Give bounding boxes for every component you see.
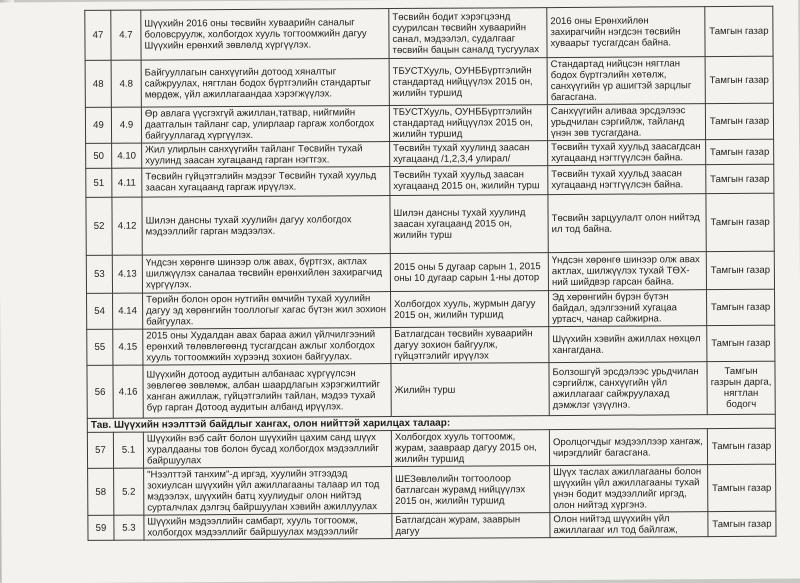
activity-code: 4.9 <box>111 107 141 143</box>
responsible-org: Тамгын газар <box>706 164 774 193</box>
indicator-text: Төсвийн тухай хуулинд заасан хугацаанд /1,2,3,4 улирал/ <box>390 141 548 167</box>
responsible-org: Тамгын газар <box>705 6 773 56</box>
row-number: 55 <box>87 329 113 365</box>
result-text: Оролцогчдыг мэдээллээр хангаж, чирэгдлийг багасгана. <box>549 429 707 466</box>
result-text: Төсвийн зарцуулалт олон нийтэд ил тод байна. <box>548 194 706 253</box>
table-row <box>87 325 775 365</box>
result-text: Шүүх таслах ажиллагааны болон шүүхийн үйл ажиллагааны тухай үнэн бодит мэдээллийг иргэд, олон нийтэд хүргэнэ. <box>550 465 708 513</box>
activity-text: Шүүхийн вэб сайт болон шүүхийн цахим санд шүүх хуралдааны тов болон бусад холбогдох мэдээллийг байршуулах <box>143 431 391 469</box>
row-number: 49 <box>85 107 111 143</box>
activity-text: 2015 оны Худалдан авах бараа ажил үйлчилгээний ерөнхий төлөвлөгөөнд тусгагдсан ажлыг холбогдох хууль тогтоомжийн хүрээнд зохион байгуулах. <box>143 328 391 366</box>
row-number: 54 <box>87 293 113 329</box>
activity-code: 4.8 <box>111 60 141 107</box>
responsible-org: Тамгын газар <box>705 103 773 139</box>
responsible-org: Тамгын газар <box>707 428 775 464</box>
result-text: Болзошгүй эрсдэлээс урьдчилан сэргийлж, санхүүгийн үйл ажиллагааг сайжруулахад дэмжлэг үзүүлнэ. <box>549 362 707 416</box>
result-text: Эд хөрөнгийн бүрэн бүтэн байдал, эдэлгээний хугацаа уртасч, чанар сайжирна. <box>549 290 707 327</box>
table-body-transparency <box>87 428 776 540</box>
activity-text: Төсвийн гүйцэтгэлийн мэдээг Төсвийн тухай хуульд заасан хугацаанд гаргаж ирүүлэх. <box>142 167 390 198</box>
responsible-org: Тамгын газар <box>705 56 773 103</box>
activity-text: Төрийн болон орон нутгийн өмчийн тухай хуулийн дагуу эд хөрөнгийн тооллогыг хагас бүтэн жил зохион байгуулах. <box>143 292 391 330</box>
activity-text: Үндсэн хөрөнгө шинээр олж авах, бүртгэх, актлах шилжүүлэх саналаа төсвийн ерөнхийлөн захирагчид хүргүүлэх. <box>142 254 390 294</box>
table-row <box>85 6 773 60</box>
row-number: 57 <box>87 432 113 468</box>
row-number: 51 <box>86 168 112 197</box>
table-body-finance <box>85 6 775 418</box>
row-number: 53 <box>86 255 112 293</box>
indicator-text: 2015 оны 5 дугаар сарын 1, 2015 оны 10 дугаар сарын 1-ны дотор <box>390 253 548 292</box>
activity-code: 4.14 <box>113 293 143 329</box>
responsible-org: Тамгын газар <box>707 289 775 325</box>
activity-text: Өр авлага үүсгэхгүй ажиллан,татвар, нийгмийн даатгалын тайланг сар, улирлаар гаргаж холбогдох байгууллагад хүргүүлэх. <box>141 106 389 144</box>
indicator-text: Жилийн турш <box>391 363 549 417</box>
row-number: 48 <box>85 60 111 107</box>
indicator-text: Төсвийн тухай хуульд заасан хугацаанд 2015 он, жилийн турш <box>390 166 548 196</box>
indicator-text: ТБУСТХууль, ОУНББүртгэлийн стандартад нийцүүлэх 2015 он, жилийн туршид <box>389 58 547 106</box>
activity-code: 4.7 <box>111 10 141 60</box>
table-row <box>88 464 776 515</box>
table-row <box>88 511 776 540</box>
activity-code: 4.11 <box>112 168 142 197</box>
activity-code: 4.16 <box>113 365 143 418</box>
indicator-text: Төсвийн бодит хэрэгцээнд суурилсан төсвийн хуваарийн санал, мэдээлэл, судалгааг төсвийн бацын саналд тусгуулах <box>389 8 547 59</box>
responsible-org: Тамгын газар <box>708 511 776 536</box>
responsible-org: Тамгын газар <box>707 325 775 361</box>
responsible-org: Тамгын газар <box>708 464 776 511</box>
indicator-text: Шилэн дансны тухай хуулинд заасан хугацаанд 2015 он, жилийн турш <box>390 195 548 254</box>
result-text: Шүүхийн хэвийн ажиллах нөхцөл хангагдана. <box>549 326 707 363</box>
indicator-text: Холбогдох хууль, журмын дагуу 2015 он, жилийн туршид <box>391 291 549 328</box>
activity-text: Шүүхийн мэдээллийн самбарт, хууль тогтоомж, холбогдох мэдээллийг байршуулах мэдээллийг <box>144 514 392 541</box>
activity-code: 5.2 <box>114 468 144 515</box>
section-title: Тав. Шүүхийн нээлттэй байдлыг хангах, олон нийттэй харилцах талаар: <box>87 414 775 432</box>
activity-code: 4.12 <box>112 197 142 255</box>
row-number: 56 <box>87 365 113 418</box>
action-plan-table <box>84 6 776 541</box>
row-number: 47 <box>85 10 111 60</box>
table-row <box>87 289 775 329</box>
activity-text: Шилэн дансны тухай хуулийн дагуу холбогдох мэдээллийг гарган мэдээлэх. <box>142 196 390 256</box>
table-row <box>86 251 774 293</box>
row-number: 59 <box>88 515 114 540</box>
table-row <box>87 428 775 468</box>
table-row <box>85 56 773 107</box>
result-text: Олон нийтэд шүүхийн үйл ажиллагааг ил тод байлгаж, <box>550 512 708 538</box>
responsible-org: Тамгын газрын дарга, нягтлан бодогч <box>707 361 775 414</box>
result-text: Үндсэн хөрөнгө шинээр олж авах актлах, шилжүүлэх тухай ТӨХ-ний шийдвэр гарсан байна. <box>548 252 706 291</box>
row-number: 50 <box>86 143 112 168</box>
indicator-text: ТБУСТХууль, ОУНББүртгэлийн стандартад нийцүүлэх 2015 он, жилийн туршид <box>389 105 547 142</box>
indicator-text: Батлагдсан журам, зааврын дагуу <box>392 513 550 539</box>
table-row <box>85 103 773 143</box>
result-text: Стандартад нийцсэн нягтлан бодох бүртгэлийн хөтөлж, санхүүгийн үр ашигтэй зарцлыг багасгана. <box>547 57 705 105</box>
activity-text: Жил улирлын санхүүгийн тайланг Төсвийн тухай хуулинд заасан хугацаанд гарган нэгтгэх. <box>142 142 390 169</box>
indicator-text: Холбогдох хууль тогтоомж, журам, заавраар дагуу 2015 он, жилийн туршид <box>391 430 549 467</box>
responsible-org: Тамгын газар <box>706 193 774 251</box>
result-text: Төсвийн тухай хуульд заасагдсан хугацаанд нэгтгүүлсэн байна. <box>548 140 706 166</box>
result-text: Санхүүгийн аливаа эрсдэлээс урьдчилан сэргийлж, тайланд үнэн зөв тусгагдана. <box>547 104 705 141</box>
activity-text: Шүүхийн дотоод аудитын албанаас хүргүүлсэн зөвлөгөө зөвлөмж, албан шаардлагын хэрэгжилтийг ханган ажиллаж, гүйцэтгэлийн тайлан, мэдээ тухай бүр гарган Дотоод аудитын албанд ирүүлэх. <box>143 364 391 419</box>
activity-text: Байгууллагын санхүүгийн дотоод хяналтыг сайжруулах, нягтлан бодох бүртгэлийн стандартыг мөрдөж, үйл ажиллагаандаа хэрэгжүүлэх. <box>141 59 389 108</box>
activity-text: "Нээлттэй танхим"-д иргэд, хуулийн этгээдэд зохиулсан шүүхийн үйл ажиллагааны талаар ил тод мэдээлэх, шүүхийн батц хуулиудыг олон нийтэд сурталчлах дэлгэц байршуулан хэвийн ажиллуулах <box>144 467 392 516</box>
activity-code: 5.3 <box>114 515 144 540</box>
activity-code: 4.15 <box>113 329 143 365</box>
activity-code: 4.13 <box>112 255 142 293</box>
row-number: 58 <box>88 468 114 515</box>
indicator-text: Батлагдсан төсвийн хуваарийн дагуу зохион байгуулж, гүйцэтгэлийг ирүүлэх <box>391 327 549 364</box>
activity-code: 5.1 <box>113 432 143 468</box>
table-row <box>86 164 774 197</box>
result-text: 2016 оны Ерөнхийлөн захирагчийн нэгдсэн төсвийн хуваарьт тусгагдсан байна. <box>547 7 705 58</box>
activity-code: 4.10 <box>112 143 142 168</box>
indicator-text: ШЕЗөвлөлийн тогтоолоор батлагсан журамд нийцүүлэх 2015 он, жилийн туршид <box>392 466 550 514</box>
table-row <box>86 193 774 255</box>
result-text: Төсвийн тухай хуульд заасан хугацаанд нэгтгүүлсэн байна. <box>548 165 706 195</box>
responsible-org: Тамгын газар <box>706 139 774 164</box>
responsible-org: Тамгын газар <box>706 251 774 289</box>
table-row <box>87 361 775 418</box>
activity-text: Шүүхийн 2016 оны төсвийн хуваарийн саналыг боловсруулж, холбогдох хууль тогтоомжийн дагуу Шүүхийн ерөнхий зөвлөлд хүргүүлэх. <box>141 9 389 61</box>
row-number: 52 <box>86 197 112 255</box>
